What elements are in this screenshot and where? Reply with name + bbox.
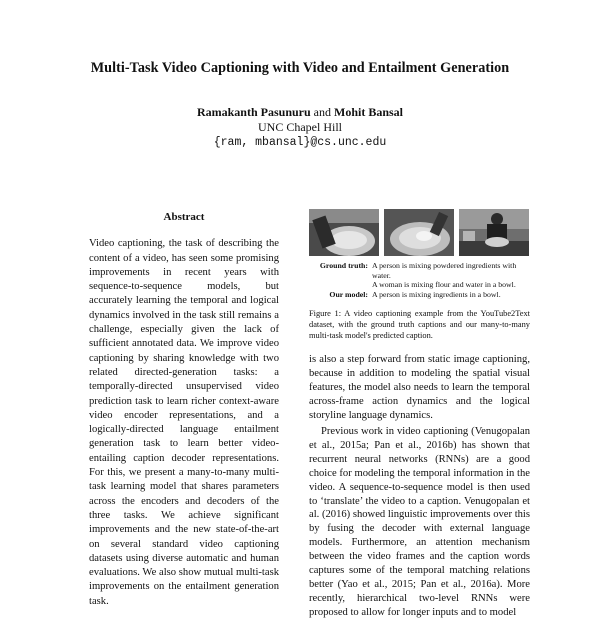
author-conjunction: and — [313, 105, 331, 119]
author-1: Ramakanth Pasunuru — [196, 105, 311, 119]
author-2: Mohit Bansal — [334, 105, 404, 119]
intro-paragraph-2: Previous work in video captioning (Venugopalan et al., 2015a; Pan et al., 2016b) has shown that recurrent neural networks (RNNs) are a good choice for modeling the temporal information in the video. A sequence-to-sequence model is then used to ‘translate’ the video to a caption. Venugopalan et al. (2016) showed linguistic improvements over this by fusing the decoder with external language models. Furthermore, an attention mechanism between the video frames and the caption words captures some of the temporal matching relations better (Yao et al., 2015; Pan et al., 2016a). More recently, hierarchical two-level RNNs were proposed to allow for longer inputs and to model — [309, 426, 530, 618]
email: {ram, mbansal}@cs.unc.edu — [213, 136, 387, 149]
ground-truth-row — [309, 261, 530, 280]
ground-truth-caption-2: A woman is mixing flour and water in a bowl. — [372, 280, 516, 290]
model-caption: A person is mixing ingredients in a bowl. — [372, 289, 501, 299]
figure-caption: Figure 1: A video captioning example from the YouTube2Text dataset, with the ground truth captions and our many-to-many multi-task model's predicted caption. — [309, 309, 530, 340]
left-column — [89, 210, 279, 609]
ground-truth-row-2 — [309, 280, 530, 290]
model-caption-row — [309, 290, 530, 300]
figure-captions — [309, 261, 530, 299]
intro-paragraph-1: is also a step forward from static image captioning, because in addition to modeling the spatial visual features, the model also needs to learn the temporal across-frame action dynamics and the logical storyline language dynamics. — [309, 354, 530, 422]
figure-frames — [309, 209, 529, 256]
abstract-heading: Abstract — [163, 211, 205, 223]
ground-truth-caption-1: A person is mixing powdered ingredients with water. — [372, 261, 517, 280]
author-names — [0, 105, 600, 120]
right-column — [309, 209, 530, 620]
abstract-text: Video captioning, the task of describing the content of a video, has seen some promising improvements in recent years with sequence-to-sequence models, but accurately learning the temporal and logical dynamics involved in the task still remains a challenge, especially given the lack of sufficient annotated data. We improve video captioning by sharing knowledge with two related directed-generation tasks: a temporally-directed unsupervised video prediction task to learn richer context-aware video encoder representations, and a logically-directed language entailment generation task to learn better video-entailing caption decoder representations. For this, we present a many-to-many multi-task learning model that shares parameters across the encoders and decoders of the three tasks. We achieve significant improvements and the new state-of-the-art on several standard video captioning datasets using diverse automatic and human evaluations. We also show mutual multi-task improvements on the entailment generation task. — [89, 238, 279, 607]
ground-truth-label: Ground truth: — [319, 261, 368, 270]
video-frame-2 — [384, 209, 454, 256]
video-frame-1 — [309, 209, 379, 256]
affiliation: UNC Chapel Hill — [258, 120, 342, 134]
paper-title: Multi-Task Video Captioning with Video and Entailment Generation — [90, 60, 510, 76]
model-label: Our model: — [329, 289, 368, 299]
author-block — [0, 105, 600, 150]
video-frame-3 — [459, 209, 529, 256]
